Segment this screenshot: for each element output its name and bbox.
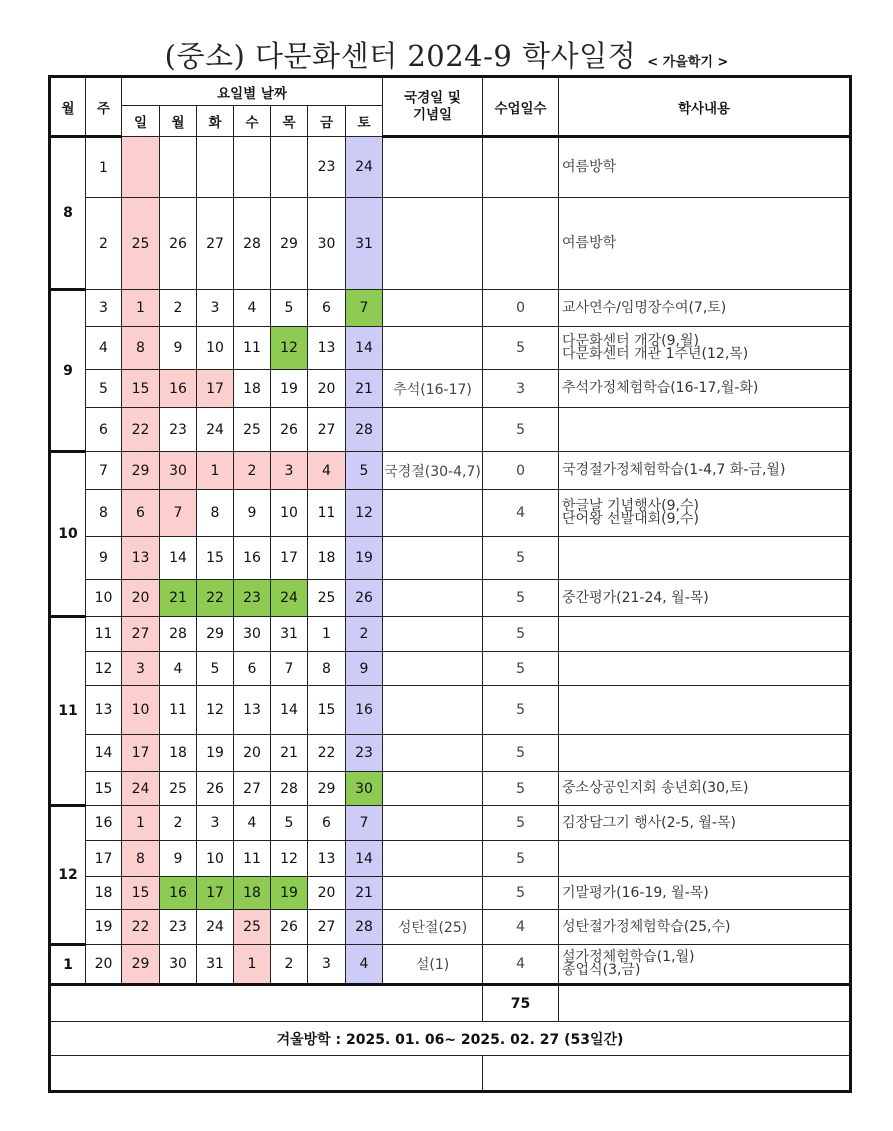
date-cell: 9 — [160, 327, 197, 370]
date-cell: 20 — [122, 580, 160, 617]
date-cell: 17 — [197, 877, 234, 910]
content-line: 중간평가(21-24, 월-목) — [562, 589, 709, 606]
date-cell: 11 — [234, 327, 271, 370]
date-cell: 15 — [308, 686, 346, 735]
date-cell: 21 — [271, 735, 308, 772]
date-cell: 13 — [308, 841, 346, 877]
date-cell: 25 — [160, 772, 197, 806]
date-cell: 5 — [197, 652, 234, 686]
date-cell: 9 — [346, 652, 383, 686]
holiday-cell — [383, 735, 483, 772]
content-line: 기말평가(16-19, 월-목) — [562, 884, 709, 901]
total-class-days: 75 — [483, 985, 559, 1022]
week-row — [50, 652, 851, 686]
content-cell — [559, 490, 851, 537]
date-cell: 15 — [122, 370, 160, 408]
class-days-cell — [483, 137, 559, 198]
date-cell: 25 — [122, 198, 160, 290]
class-days-cell: 5 — [483, 537, 559, 580]
date-cell: 16 — [160, 877, 197, 910]
date-cell: 23 — [234, 580, 271, 617]
total-row — [50, 985, 851, 1022]
date-cell: 8 — [122, 841, 160, 877]
date-cell: 4 — [234, 290, 271, 327]
week-row — [50, 735, 851, 772]
class-days-cell: 5 — [483, 617, 559, 652]
empty-footer-right — [483, 1056, 851, 1092]
date-cell: 7 — [346, 806, 383, 841]
winter-vacation-note: 겨울방학 : 2025. 01. 06~ 2025. 02. 27 (53일간) — [50, 1022, 851, 1056]
date-cell: 21 — [346, 877, 383, 910]
date-cell: 1 — [122, 290, 160, 327]
date-cell: 11 — [234, 841, 271, 877]
holiday-cell — [383, 408, 483, 452]
month-cell: 8 — [50, 137, 86, 290]
date-cell: 30 — [308, 198, 346, 290]
header-day-3: 수 — [234, 106, 271, 137]
holiday-cell — [383, 290, 483, 327]
date-cell: 18 — [234, 877, 271, 910]
date-cell: 9 — [160, 841, 197, 877]
holiday-cell — [383, 841, 483, 877]
total-label-cell — [50, 985, 483, 1022]
holiday-cell — [383, 490, 483, 537]
week-row — [50, 617, 851, 652]
date-cell: 7 — [271, 652, 308, 686]
date-cell: 6 — [308, 290, 346, 327]
week-row — [50, 408, 851, 452]
content-cell — [559, 945, 851, 985]
date-cell: 8 — [308, 652, 346, 686]
date-cell: 3 — [271, 452, 308, 490]
date-cell: 4 — [160, 652, 197, 686]
content-cell — [559, 772, 851, 806]
date-cell: 27 — [308, 408, 346, 452]
date-cell: 22 — [122, 910, 160, 945]
date-cell: 23 — [160, 910, 197, 945]
holiday-cell — [383, 806, 483, 841]
academic-calendar-table — [48, 75, 852, 1093]
content-cell — [559, 452, 851, 490]
date-cell: 14 — [346, 327, 383, 370]
header-day-4: 목 — [271, 106, 308, 137]
date-cell: 28 — [234, 198, 271, 290]
date-cell: 23 — [308, 137, 346, 198]
date-cell: 20 — [308, 370, 346, 408]
date-cell: 6 — [308, 806, 346, 841]
date-cell: 10 — [122, 686, 160, 735]
date-cell: 26 — [271, 408, 308, 452]
content-cell — [559, 652, 851, 686]
date-cell: 25 — [308, 580, 346, 617]
date-cell: 28 — [346, 408, 383, 452]
class-days-cell: 3 — [483, 370, 559, 408]
week-row — [50, 945, 851, 985]
date-cell: 1 — [308, 617, 346, 652]
week-row — [50, 490, 851, 537]
date-cell: 22 — [197, 580, 234, 617]
date-cell: 15 — [122, 877, 160, 910]
week-row — [50, 370, 851, 408]
date-cell: 17 — [197, 370, 234, 408]
holiday-cell — [383, 327, 483, 370]
date-cell: 13 — [308, 327, 346, 370]
date-cell: 2 — [346, 617, 383, 652]
header-day-6: 토 — [346, 106, 383, 137]
date-cell: 2 — [160, 290, 197, 327]
date-cell: 17 — [122, 735, 160, 772]
date-cell: 5 — [271, 806, 308, 841]
content-cell — [559, 198, 851, 290]
content-cell — [559, 327, 851, 370]
week-number: 10 — [86, 580, 122, 617]
week-number: 4 — [86, 327, 122, 370]
week-row — [50, 841, 851, 877]
content-line: 한글날 기념행사(9,수) — [562, 498, 699, 514]
date-cell: 12 — [271, 327, 308, 370]
content-line: 여름방학 — [562, 235, 617, 251]
date-cell: 18 — [234, 370, 271, 408]
total-content-cell — [559, 985, 851, 1022]
content-cell — [559, 408, 851, 452]
header-month: 월 — [50, 77, 86, 137]
week-number: 8 — [86, 490, 122, 537]
class-days-cell: 5 — [483, 652, 559, 686]
class-days-cell: 5 — [483, 806, 559, 841]
date-cell: 3 — [122, 652, 160, 686]
date-cell: 12 — [346, 490, 383, 537]
date-cell: 29 — [122, 452, 160, 490]
date-cell: 9 — [234, 490, 271, 537]
date-cell: 26 — [197, 772, 234, 806]
date-cell: 19 — [271, 877, 308, 910]
date-cell: 14 — [271, 686, 308, 735]
date-cell: 2 — [271, 945, 308, 985]
week-row — [50, 806, 851, 841]
class-days-cell — [483, 198, 559, 290]
holiday-cell — [383, 652, 483, 686]
date-cell: 28 — [160, 617, 197, 652]
week-row — [50, 877, 851, 910]
date-cell: 4 — [234, 806, 271, 841]
week-number: 1 — [86, 137, 122, 198]
date-cell: 18 — [160, 735, 197, 772]
date-cell: 16 — [346, 686, 383, 735]
empty-footer-row — [50, 1056, 851, 1092]
content-line: 성탄절가정체험학습(25,수) — [562, 918, 731, 935]
date-cell: 21 — [346, 370, 383, 408]
date-cell: 13 — [234, 686, 271, 735]
date-cell: 23 — [160, 408, 197, 452]
date-cell: 10 — [197, 841, 234, 877]
week-number: 5 — [86, 370, 122, 408]
month-cell: 11 — [50, 617, 86, 806]
holiday-cell — [383, 686, 483, 735]
date-cell: 4 — [346, 945, 383, 985]
content-line: 다문화센터 개강(9,월) — [562, 333, 699, 349]
date-cell: 16 — [160, 370, 197, 408]
date-cell: 15 — [197, 537, 234, 580]
week-row — [50, 327, 851, 370]
date-cell: 6 — [234, 652, 271, 686]
date-cell: 3 — [197, 290, 234, 327]
date-cell: 1 — [122, 806, 160, 841]
week-number: 17 — [86, 841, 122, 877]
date-cell: 6 — [122, 490, 160, 537]
date-cell: 23 — [346, 735, 383, 772]
week-number: 15 — [86, 772, 122, 806]
content-cell — [559, 537, 851, 580]
week-number: 13 — [86, 686, 122, 735]
date-cell: 20 — [308, 877, 346, 910]
date-cell: 4 — [308, 452, 346, 490]
week-number: 20 — [86, 945, 122, 985]
month-cell: 12 — [50, 806, 86, 945]
class-days-cell: 5 — [483, 408, 559, 452]
month-cell: 10 — [50, 452, 86, 617]
date-cell: 16 — [234, 537, 271, 580]
date-cell: 7 — [346, 290, 383, 327]
content-line: 국경절가정체험학습(1-4,7 화-금,월) — [562, 462, 786, 478]
date-cell: 8 — [197, 490, 234, 537]
holiday-cell — [383, 877, 483, 910]
date-cell: 30 — [160, 452, 197, 490]
class-days-cell: 4 — [483, 945, 559, 985]
content-cell — [559, 617, 851, 652]
date-cell: 3 — [197, 806, 234, 841]
date-cell: 24 — [197, 408, 234, 452]
content-line: 다문화센터 개관 1주년(12,목) — [562, 346, 749, 362]
content-cell — [559, 877, 851, 910]
date-cell: 2 — [160, 806, 197, 841]
date-cell: 29 — [271, 198, 308, 290]
date-cell: 5 — [271, 290, 308, 327]
date-cell: 28 — [346, 910, 383, 945]
week-row — [50, 537, 851, 580]
date-cell — [122, 137, 160, 198]
content-cell — [559, 841, 851, 877]
class-days-cell: 0 — [483, 290, 559, 327]
date-cell: 31 — [346, 198, 383, 290]
class-days-cell: 5 — [483, 735, 559, 772]
holiday-cell: 추석(16-17) — [383, 370, 483, 408]
empty-footer-left — [50, 1056, 483, 1092]
holiday-cell — [383, 137, 483, 198]
date-cell: 14 — [346, 841, 383, 877]
date-cell: 27 — [197, 198, 234, 290]
header-class-days: 수업일수 — [483, 77, 559, 137]
date-cell: 8 — [122, 327, 160, 370]
date-cell: 26 — [346, 580, 383, 617]
date-cell — [234, 137, 271, 198]
content-line: 단어왕 선발대회(9,수) — [562, 511, 699, 527]
holiday-cell — [383, 772, 483, 806]
week-row — [50, 910, 851, 945]
content-cell — [559, 806, 851, 841]
page-title: (중소) 다문화센터 2024-9 학사일정 — [164, 39, 637, 73]
content-cell — [559, 910, 851, 945]
date-cell: 22 — [122, 408, 160, 452]
class-days-cell: 5 — [483, 772, 559, 806]
week-number: 2 — [86, 198, 122, 290]
content-line: 추석가정체험학습(16-17,월-화) — [562, 380, 759, 396]
date-cell: 29 — [308, 772, 346, 806]
date-cell: 2 — [234, 452, 271, 490]
holiday-cell — [383, 537, 483, 580]
date-cell: 10 — [197, 327, 234, 370]
header-day-2: 화 — [197, 106, 234, 137]
class-days-cell: 5 — [483, 580, 559, 617]
week-number: 3 — [86, 290, 122, 327]
semester-label: < 가을학기 > — [647, 55, 729, 70]
week-number: 14 — [86, 735, 122, 772]
content-line: 종업식(3,금) — [562, 962, 641, 978]
date-cell: 11 — [160, 686, 197, 735]
date-cell: 26 — [160, 198, 197, 290]
date-cell: 22 — [308, 735, 346, 772]
header-week: 주 — [86, 77, 122, 137]
week-number: 7 — [86, 452, 122, 490]
header-day-1: 월 — [160, 106, 197, 137]
content-cell — [559, 137, 851, 198]
date-cell: 14 — [160, 537, 197, 580]
content-line: 교사연수/임명장수여(7,토) — [562, 299, 727, 316]
date-cell: 30 — [160, 945, 197, 985]
week-row — [50, 290, 851, 327]
date-cell: 5 — [346, 452, 383, 490]
holiday-cell — [383, 617, 483, 652]
content-cell — [559, 686, 851, 735]
date-cell: 27 — [122, 617, 160, 652]
content-line: 설가정체험학습(1,월) — [562, 949, 695, 965]
week-number: 11 — [86, 617, 122, 652]
date-cell: 27 — [234, 772, 271, 806]
content-cell — [559, 370, 851, 408]
date-cell: 30 — [234, 617, 271, 652]
date-cell: 26 — [271, 910, 308, 945]
holiday-cell — [383, 580, 483, 617]
header-dates-by-day: 요일별 날짜 — [122, 77, 383, 106]
date-cell: 31 — [197, 945, 234, 985]
date-cell: 25 — [234, 408, 271, 452]
date-cell: 28 — [271, 772, 308, 806]
week-row — [50, 198, 851, 290]
date-cell: 31 — [271, 617, 308, 652]
date-cell: 29 — [197, 617, 234, 652]
month-cell: 9 — [50, 290, 86, 452]
week-row — [50, 137, 851, 198]
week-number: 16 — [86, 806, 122, 841]
date-cell: 25 — [234, 910, 271, 945]
date-cell: 19 — [271, 370, 308, 408]
date-cell: 19 — [346, 537, 383, 580]
date-cell: 10 — [271, 490, 308, 537]
date-cell — [160, 137, 197, 198]
header-holidays: 국경일 및 기념일 — [383, 77, 483, 137]
date-cell: 18 — [308, 537, 346, 580]
page-title-block — [0, 34, 893, 75]
class-days-cell: 5 — [483, 686, 559, 735]
week-row — [50, 772, 851, 806]
week-row — [50, 452, 851, 490]
month-cell: 1 — [50, 945, 86, 985]
date-cell: 17 — [271, 537, 308, 580]
header-day-0: 일 — [122, 106, 160, 137]
content-line: 김장담그기 행사(2-5, 월-목) — [562, 814, 736, 831]
week-number: 12 — [86, 652, 122, 686]
date-cell: 29 — [122, 945, 160, 985]
week-number: 19 — [86, 910, 122, 945]
date-cell: 20 — [234, 735, 271, 772]
class-days-cell: 5 — [483, 841, 559, 877]
content-line: 중소상공인지회 송년회(30,토) — [562, 780, 749, 796]
header-content: 학사내용 — [559, 77, 851, 137]
date-cell: 19 — [197, 735, 234, 772]
date-cell: 7 — [160, 490, 197, 537]
date-cell: 1 — [234, 945, 271, 985]
date-cell: 3 — [308, 945, 346, 985]
week-row — [50, 686, 851, 735]
date-cell: 11 — [308, 490, 346, 537]
date-cell: 30 — [346, 772, 383, 806]
date-cell: 24 — [122, 772, 160, 806]
date-cell — [197, 137, 234, 198]
date-cell: 27 — [308, 910, 346, 945]
holiday-cell — [383, 198, 483, 290]
date-cell: 21 — [160, 580, 197, 617]
date-cell: 12 — [271, 841, 308, 877]
header-day-5: 금 — [308, 106, 346, 137]
date-cell: 24 — [197, 910, 234, 945]
date-cell: 24 — [271, 580, 308, 617]
date-cell: 12 — [197, 686, 234, 735]
class-days-cell: 5 — [483, 877, 559, 910]
class-days-cell: 4 — [483, 490, 559, 537]
holiday-cell: 설(1) — [383, 945, 483, 985]
holiday-cell: 성탄절(25) — [383, 910, 483, 945]
date-cell: 24 — [346, 137, 383, 198]
winter-vacation-row — [50, 1022, 851, 1056]
content-line: 여름방학 — [562, 159, 617, 175]
class-days-cell: 5 — [483, 327, 559, 370]
week-number: 9 — [86, 537, 122, 580]
holiday-cell: 국경절(30-4,7) — [383, 452, 483, 490]
date-cell: 1 — [197, 452, 234, 490]
date-cell: 13 — [122, 537, 160, 580]
week-row — [50, 580, 851, 617]
week-number: 18 — [86, 877, 122, 910]
week-number: 6 — [86, 408, 122, 452]
date-cell — [271, 137, 308, 198]
content-cell — [559, 735, 851, 772]
content-cell — [559, 580, 851, 617]
class-days-cell: 4 — [483, 910, 559, 945]
content-cell — [559, 290, 851, 327]
class-days-cell: 0 — [483, 452, 559, 490]
